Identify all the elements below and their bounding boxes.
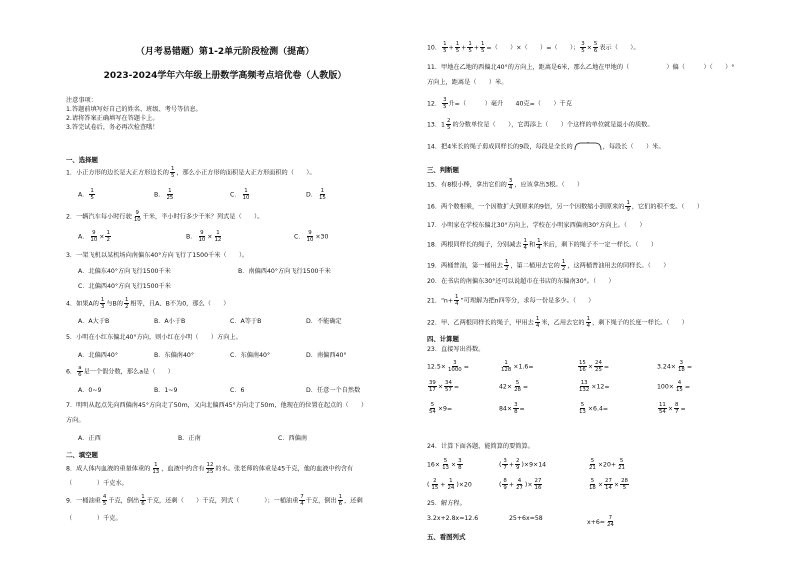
section-judge: 三、判断题: [427, 166, 459, 174]
calc-item: $\frac{15}{16}$ × $\frac{24}{25}$ =: [579, 360, 610, 373]
q5-option-a[interactable]: A．北偏西40°: [78, 352, 118, 359]
calc-item: $\frac{5}{54}$ ×9=: [429, 402, 453, 415]
question-8: 8．成人体内血液的重量体重的 $\frac{1}{13}$ ，血液中约含有 $\frac{12}{25}$ 的水。张老师的体重是45千克，他的血液中约含有: [66, 462, 354, 475]
calc-item: 100× $\frac{4}{15}$ =: [657, 380, 691, 393]
calc-item: 42× $\frac{5}{28}$ =: [499, 380, 529, 393]
q5-option-b[interactable]: B．东偏南40°: [154, 352, 194, 359]
calc-item: $\frac{13}{132}$ ×12=: [579, 380, 610, 393]
q2-option-c[interactable]: C． $\frac{9}{10}$ ×30: [294, 230, 329, 243]
note-item-3: 3.答完试卷后，务必再次检查哦！: [66, 124, 159, 131]
question-4: 4．如果A的 $\frac{1}{3}$ 与B的 $\frac{1}{2}$ 相等，且A、B不为0，那么（ ）: [66, 297, 230, 310]
question-9: 9．一桶油重 $\frac{4}{5}$ 千克，倒出 $\frac{1}{6}$ 千克，还剩（ ）千克，列式（ ）；一桶油重 $\frac{7}{4}$ 千克，倒出 $\frac{1}{6}$ ，还剩: [66, 494, 363, 507]
question-18: 18．两根同样长的绳子，分别减去 $\frac{1}{4}$ 和 $\frac{1}{4}$ 米后，剩下的绳子不一定一样长。（ ）: [427, 238, 658, 251]
section-picture: 五、看图列式: [427, 533, 466, 541]
q6-option-b[interactable]: B．1~9: [154, 387, 178, 394]
question-5: 5．小明在小红东偏北40°方向，则小红在小明（ ）方向上。: [66, 334, 242, 341]
question-6: 6． $\frac{a}{6}$ 是一个假分数，那么a是（ ）: [66, 365, 174, 378]
question-7-cont: 方向。: [66, 417, 85, 424]
q6-option-c[interactable]: C．6: [230, 387, 245, 394]
q7-option-c[interactable]: C．西偏南: [278, 435, 308, 442]
simplify-item: $\frac{5}{18}$ × $\frac{27}{14}$ × $\frac{28}{5}$: [589, 478, 628, 491]
q2-option-a[interactable]: A． $\frac{9}{10}$ × $\frac{1}{2}$: [78, 230, 110, 243]
blank-brace-icon: [573, 142, 603, 151]
question-3: 3．一架飞机以某机场向南偏东40°方向飞行了1500千米（ ）。: [66, 252, 249, 259]
question-24-title: 24．计算下面各题，能简算的要简算。: [427, 443, 534, 450]
q6-option-d[interactable]: D．任意一个自然数: [306, 387, 361, 394]
question-8-cont: （ ）千克水。: [66, 480, 128, 487]
q4-option-b[interactable]: B．A小于B: [154, 318, 186, 325]
q4-option-c[interactable]: C．A等于B: [230, 318, 262, 325]
question-16: 16．两个数相乘，一个因数扩大到原来的9倍，另一个因数缩小到原来的 $\frac{1}{9}$ ，它们的积不变。（ ）: [427, 200, 704, 213]
note-item-1: 1.答题前填写好自己的姓名、班级、考号等信息。: [66, 106, 202, 113]
q4-option-a[interactable]: A．A大于B: [78, 318, 110, 325]
equation-1: 3.2x+2.8x=12.6: [427, 515, 479, 522]
calc-item: $\frac{5}{13}$ ×6.4=: [579, 402, 609, 415]
equation-3: x+6= $\frac{7}{24}$: [587, 515, 614, 528]
section-choice: 一、选择题: [66, 156, 98, 164]
question-15: 15．有8根小棒，拿出它们的 $\frac{3}{4}$ ，应该拿出3根。（ ）: [427, 178, 584, 191]
simplify-item: ( $\frac{3}{7}$ + $\frac{2}{9}$ )×9×14: [499, 458, 547, 471]
question-19: 19．两桶普油，第一桶用去 $\frac{1}{2}$ ，第二桶用去它的 $\frac{1}{2}$ ，这两桶普油用去的同样长。（ ）: [427, 259, 670, 272]
question-10: 10． $\frac{1}{5}$ + $\frac{1}{5}$ + $\frac{1}{5}$ + $\frac{1}{5}$ =（ ）×（ ）=（ ）； $\frac{3}{5}$ × $\frac{5}{6}$ 表示（ ）。: [427, 41, 640, 54]
q7-option-b[interactable]: B．正南: [178, 435, 201, 442]
section-calc: 四、计算题: [427, 335, 459, 343]
page-subtitle: 2023-2024学年六年级上册数学高频考点培优卷（人教版）: [103, 71, 347, 81]
section-fill: 二、填空题: [66, 451, 98, 459]
q3-option-b[interactable]: B．南偏西40°方向飞行1500千米: [238, 268, 331, 275]
simplify-item: ( $\frac{2}{15}$ + $\frac{1}{24}$ )×20: [427, 478, 472, 491]
calc-item: 12.5× $\frac{3}{1000}$ =: [427, 360, 469, 373]
question-13: 13．1 $\frac{2}{5}$ 的分数单位是（ ），它再添上（ ）个这样的单位就是最小的质数。: [427, 118, 654, 131]
calc-item: $\frac{39}{17}$ × $\frac{34}{57}$ =: [429, 380, 460, 393]
q1-option-c[interactable]: C． $\frac{1}{10}$: [230, 188, 250, 201]
q5-option-c[interactable]: C．东偏南40°: [230, 352, 271, 359]
q6-option-a[interactable]: A．0~9: [78, 387, 102, 394]
question-7: 7．明明从起点先向西偏南45°方向走了50m，又向北偏西45°方向走了50m，他现在的位置在起点的（ ）: [66, 402, 368, 409]
question-9-cont: （ ）千克。: [66, 515, 122, 522]
notes-title: 注意事项：: [66, 97, 97, 104]
q1-option-b[interactable]: B． $\frac{1}{25}$: [154, 188, 174, 201]
simplify-item: ( $\frac{8}{9}$ + $\frac{4}{27}$ )× $\frac{27}{16}$: [499, 478, 542, 491]
calc-item: 84× $\frac{3}{8}$ =: [499, 402, 525, 415]
question-14: 14．把4米长的绳子剪成同样长的9段，每段是全长的 ，每段长（ ）米。: [427, 143, 665, 151]
note-item-2: 2.请将答案正确填写在答题卡上。: [66, 115, 159, 122]
fraction: $\frac{1}{5}$: [170, 166, 175, 179]
equation-2: 25+6x=58: [509, 515, 543, 522]
question-25-title: 25．解方程。: [427, 500, 466, 507]
q1-option-d[interactable]: D． $\frac{1}{15}$: [306, 188, 326, 201]
question-17: 17．小明家在学校东偏北30°方向上，学校在小明家西偏南30°方向上。（ ）: [427, 222, 646, 229]
question-23-title: 23．直接写出得数。: [427, 346, 485, 353]
q4-option-d[interactable]: D．不能确定: [306, 318, 342, 325]
calc-item: $\frac{1}{128}$ ×1.6=: [501, 360, 534, 373]
q5-option-d[interactable]: D．南偏西40°: [306, 352, 347, 359]
simplify-item: 16× $\frac{5}{13}$ × $\frac{3}{8}$: [427, 458, 462, 471]
q2-option-b[interactable]: B． $\frac{9}{10}$ × $\frac{1}{12}$: [186, 230, 222, 243]
question-12: 12． $\frac{3}{5}$ 升=（ ）毫升 40克=（ ）千克: [427, 97, 572, 110]
q1-option-a[interactable]: A． $\frac{1}{5}$: [78, 188, 94, 201]
simplify-item: $\frac{5}{21}$ ×20+ $\frac{5}{21}$: [589, 458, 625, 471]
question-21: 21．“n+ $\frac{1}{4}$ ”可理解为把n四等分，求每一份是多少。（ ）: [427, 294, 595, 307]
q3-option-a[interactable]: A．北偏东40°方向飞行1500千米: [78, 268, 171, 275]
page-title: （月考易错题）第1-2单元阶段检测（提高）: [135, 47, 315, 57]
calc-item: 3.24× $\frac{3}{18}$ =: [657, 360, 693, 373]
q7-option-a[interactable]: A．正西: [78, 435, 101, 442]
q3-option-c[interactable]: C．北偏西40°方向飞行1500千米: [78, 283, 171, 290]
question-2: 2．一辆汽车每小时行驶 $\frac{9}{10}$ 千米，半小时行多少千米？列式是（ ）。: [66, 210, 264, 223]
question-11: 11．甲地在乙地的西偏北40°的方向上，距离是6米，那么乙地在甲地的（ ）偏（ ）（ ）°: [427, 64, 735, 71]
question-22: 22．甲、乙两根同样长的绳子，甲用去 $\frac{1}{4}$ 米，乙用去它的 $\frac{1}{4}$ ，剩下绳子的长度一样长。（ ）: [427, 316, 688, 329]
question-20: 20．在书店的南偏东30°还可以说超市在书店的东偏南30°。（ ）: [427, 278, 615, 285]
calc-item: $\frac{11}{54}$ × $\frac{8}{7}$ =: [659, 402, 686, 415]
question-11-cont: 方向上，距离是（ ）米。: [427, 79, 508, 86]
question-1: 1．小正方形的边长是大正方形边长的 $\frac{1}{5}$ ，那么小正方形的面积是大正方形面积的（ ）。: [66, 166, 316, 179]
